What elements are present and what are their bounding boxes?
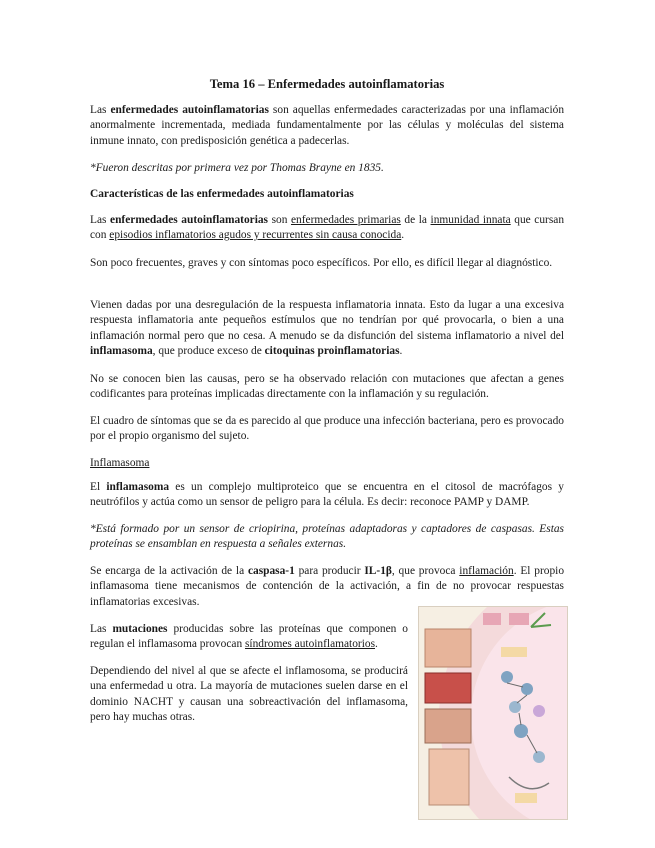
section-heading-inflamasoma: Inflamasoma [90, 457, 150, 469]
text-run: Vienen dadas por una desregulación de la respuesta inflamatoria innata. Esto da lugar a una excesiva respuesta inflamatoria ante pequeños estímulos que no tendrían por qué provocarla, o bien a una inflamación normal pero que no cesa. A menudo se da disfunción del sistema inflamatorio a nivel del [90, 299, 564, 342]
section-heading-characteristics: Características de las enfermedades autoinflamatorias [90, 188, 354, 200]
bold-term: mutaciones [112, 623, 168, 635]
bold-term: citoquinas proinflamatorias [264, 344, 400, 357]
child-face-photo [429, 749, 469, 805]
protein-node [521, 683, 533, 695]
text-run: , que produce exceso de [152, 344, 265, 357]
inflamasoma-figure [418, 606, 568, 820]
text-run: es un complejo multiproteico que se encuentra en el citosol de macrófagos y neutrófilos y actúa como un sensor de peligro para la célula. Es decir: reconoce PAMP y DAMP. [90, 481, 564, 509]
bold-term: IL-1β [364, 565, 392, 577]
text-run: Las [90, 214, 111, 226]
paragraph-text: *Está formado por un sensor de criopirina, proteínas adaptadoras y captadores de caspasas. Estas proteínas se ensamblan en respuesta a señales externas. [90, 523, 564, 551]
text-run: Se encarga de la activación de la [90, 565, 248, 577]
text-run: Las [90, 104, 111, 116]
intro-paragraph [90, 103, 564, 149]
text-run: para producir [294, 565, 365, 577]
underlined-term: inmunidad innata [430, 214, 511, 226]
paragraph-text: Dependiendo del nivel al que se afecte el inflamosoma, se producirá una enfermedad u otra. La mayoría de mutaciones suelen darse en el dominio NACHT y causan una sobreactivación del inflamasoma, pero hay muchas otras. [90, 665, 408, 723]
pathway-label [501, 647, 527, 657]
protein-node [501, 671, 513, 683]
underlined-term: episodios inflamatorios agudos y recurrentes sin causa conocida [109, 229, 402, 242]
protein-node [533, 705, 545, 717]
signal-box [509, 613, 529, 625]
underlined-term: síndromes autoinflamatorios [244, 638, 376, 651]
bold-term: inflamasoma [106, 481, 170, 493]
text-run: producidas sobre las proteínas que componen o regulan el inflamasoma provocan [90, 623, 408, 651]
text-run: que cursan con [90, 214, 565, 242]
protein-node [533, 751, 545, 763]
text-run: son [268, 214, 291, 226]
dysregulation-paragraph [90, 298, 564, 359]
inflamasoma-paragraph [90, 480, 564, 511]
bold-term: enfermedades autoinflamatorias [110, 104, 269, 116]
composition-note [90, 522, 564, 553]
frequency-paragraph [90, 256, 564, 271]
paragraph-text: El cuadro de síntomas que se da es parecido al que produce una infección bacteriana, pero es provocado por el propio organismo del sujeto. [90, 415, 564, 443]
joint-photo [425, 709, 471, 743]
output-label [515, 793, 537, 803]
caspase-paragraph [90, 564, 564, 610]
nacht-paragraph [90, 664, 408, 725]
text-run: , que provoca [391, 565, 460, 577]
protein-node [514, 724, 528, 738]
paragraph-text: Son poco frecuentes, graves y con síntomas poco específicos. Por ello, es difícil llegar al diagnóstico. [90, 257, 553, 269]
bold-term: inflamasoma [90, 344, 153, 357]
text-run: son aquellas enfermedades caracterizadas por una inflamación anormalmente incrementada, mediada fundamentalmente por las células y moléculas del sistema inmune innato, con predisposición genética a padecerlas. [90, 104, 565, 147]
text-run: El [90, 481, 107, 493]
symptoms-paragraph [90, 414, 564, 445]
mutations-paragraph [90, 622, 408, 653]
text-run: de la [400, 214, 431, 226]
protein-node [509, 701, 521, 713]
causes-paragraph [90, 372, 564, 403]
inflamasoma-illustration [419, 607, 567, 819]
signal-box [483, 613, 501, 625]
underlined-term: inflamación [459, 565, 514, 577]
lesion-photo [425, 673, 471, 703]
bold-term: caspasa-1 [247, 565, 295, 577]
text-run: . [375, 638, 378, 651]
underlined-term: enfermedades primarias [290, 214, 401, 226]
bold-term: enfermedades autoinflamatorias [110, 214, 268, 226]
skin-rash-photo [425, 629, 471, 667]
text-run: Las [90, 623, 113, 635]
historical-note: *Fueron descritas por primera vez por Thomas Brayne en 1835. [90, 162, 384, 174]
paragraph-text: No se conocen bien las causas, pero se ha observado relación con mutaciones que afectan a genes codificantes para proteínas implicadas directamente con la inflamación y su regulación. [90, 373, 564, 401]
text-run: . [399, 344, 403, 357]
characteristics-paragraph [90, 213, 564, 244]
page-title: Tema 16 – Enfermedades autoinflamatorias [209, 77, 445, 91]
text-run: . [401, 229, 405, 242]
text-run: . El propio inflamasoma tiene mecanismos de contención de la activación, a fin de no provocar respuestas inflamatorias excesivas. [90, 565, 565, 608]
